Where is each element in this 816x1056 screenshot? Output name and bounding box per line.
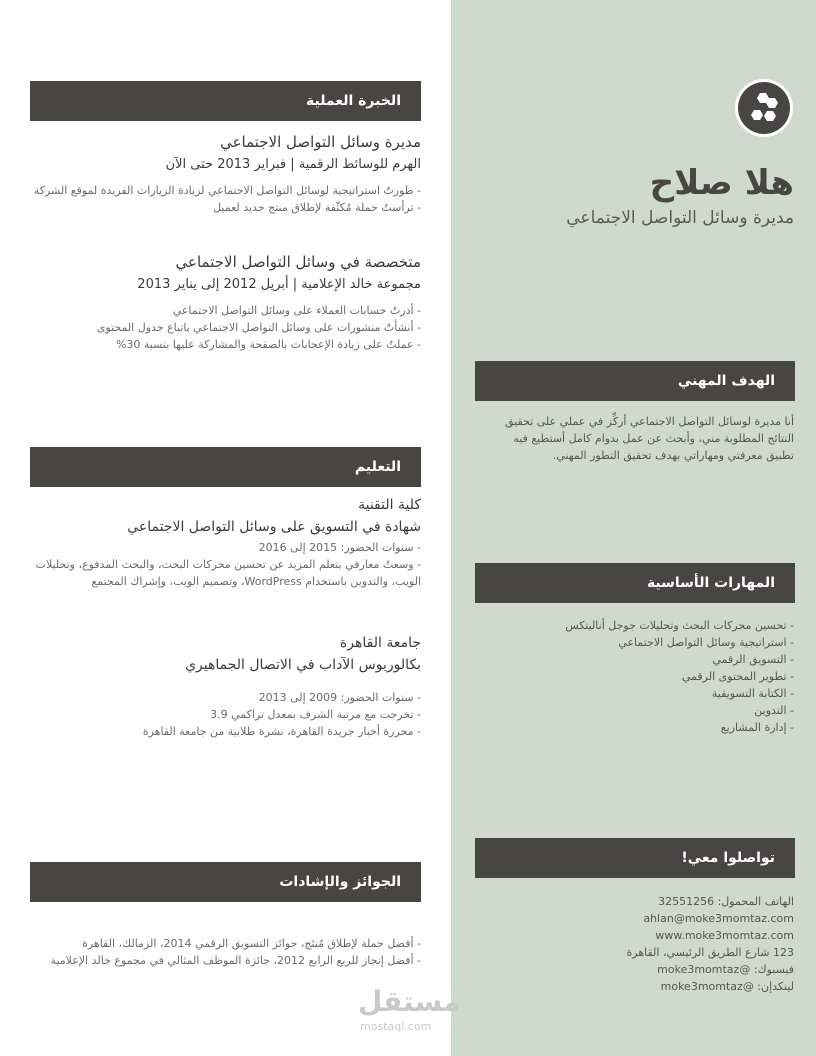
- school-name: جامعة القاهرة: [339, 635, 421, 651]
- skill-item: - تطوير المحتوى الرقمي: [681, 670, 794, 683]
- contact-linkedin[interactable]: لينكدإن: @moke3momtaz: [660, 980, 794, 993]
- job-title: مديرة وسائل التواصل الاجتماعي: [220, 133, 421, 151]
- skill-item: - استراتيجية وسائل التواصل الاجتماعي: [618, 636, 794, 649]
- job-title: متخصصة في وسائل التواصل الاجتماعي: [175, 253, 421, 271]
- job-entry: [26, 133, 421, 216]
- job-entry: [26, 253, 421, 353]
- job-bullet: - أدرتُ حسابات العملاء على وسائل التواصل الاجتماعي: [172, 304, 421, 317]
- award-item: - أفضل حملة لإطلاق مُنتَج، جوائز التسويق الرقمي 2014، الزمالك، القاهرة: [82, 937, 421, 950]
- contact-phone: الهاتف المحمول: 32551256: [658, 895, 794, 908]
- skill-item: - التدوين: [754, 704, 794, 717]
- job-bullet: - عملتُ على زيادة الإعجابات بالصفحة والمشاركة عليها بنسبة 30%: [115, 338, 421, 351]
- candidate-title: مديرة وسائل التواصل الاجتماعي: [566, 208, 794, 228]
- job-bullet: - ترأستُ حملة مُكثّفة لإطلاق منتج جديد لعميل: [213, 201, 421, 214]
- contact-facebook[interactable]: فيسبوك: @moke3momtaz: [657, 963, 794, 976]
- degree-title: بكالوريوس الآداب في الاتصال الجماهيري: [185, 657, 421, 673]
- job-organization: مجموعة خالد الإعلامية | أبريل 2012 إلى يناير 2013: [137, 277, 421, 292]
- job-bullet: - طورتُ استراتيجية لوسائل التواصل الاجتماعي لزيادة الزيارات الفريدة لموقع الشركة: [33, 184, 421, 197]
- contact-list: [494, 893, 794, 995]
- education-bullet: - سنوات الحضور: 2015 إلى 2016: [258, 541, 421, 554]
- job-organization: الهرم للوسائط الرقمية | فبراير 2013 حتى الآن: [165, 157, 421, 172]
- awards-list: [26, 935, 421, 969]
- education-entry: [26, 635, 421, 740]
- skill-item: - الكتابة التسويقية: [711, 687, 794, 700]
- education-bullet: - محررة أخبار جريدة القاهرة، نشرة طلابية من جامعة القاهرة: [142, 725, 421, 738]
- contact-website[interactable]: www.moke3momtaz.com: [655, 929, 794, 942]
- contact-email[interactable]: ahlan@moke3momtaz.com: [643, 912, 794, 925]
- contact-heading: تواصلوا معي!: [475, 838, 795, 878]
- watermark-url: mostaql.com: [360, 1020, 432, 1033]
- skill-item: - التسويق الرقمي: [712, 653, 794, 666]
- watermark-logo: مستقل: [358, 985, 461, 1018]
- education-heading: التعليم: [30, 447, 421, 487]
- education-bullet: - تخرجت مع مرتبة الشرف بمعدل تراكمي 3.9: [210, 708, 421, 721]
- education-entry: [26, 497, 421, 590]
- awards-heading: الجوائز والإشادات: [30, 862, 421, 902]
- experience-heading: الخبرة العملية: [30, 81, 421, 121]
- objective-heading: الهدف المهني: [475, 361, 795, 401]
- contact-address: 123 شارع الطريق الرئيسي، القاهرة: [626, 946, 794, 959]
- objective-text: أنا مديرة لوسائل التواصل الاجتماعي أركِّز في عملي على تحقيق النتائج المطلوبة مني، وأبحث عن عمل بدوام كامل أستطيع فيه تطبيق معرفتي ومهاراتي بهدف تحقيق التطور المهني.: [505, 415, 794, 462]
- education-bullet: - وسعتُ معارفي بتعلم المزيد عن تحسين محركات البحث، والبحث المدفوع، وتحليلات الويب، والتدوين باستخدام WordPress، وتصميم الويب، وإشراك المجتمع: [35, 558, 421, 588]
- education-bullet: - سنوات الحضور: 2009 إلى 2013: [258, 691, 421, 704]
- skills-heading: المهارات الأساسية: [475, 563, 795, 603]
- degree-title: شهادة في التسويق على وسائل التواصل الاجتماعي: [127, 519, 421, 535]
- skill-item: - إدارة المشاريع: [720, 721, 794, 734]
- award-item: - أفضل إنجاز للربع الرابع 2012، جائزة الموظف المثالي في مجموع خالد الإعلامية: [50, 954, 421, 967]
- school-name: كلية التقنية: [358, 497, 421, 513]
- job-bullet: - أنشأتُ منشورات على وسائل التواصل الاجتماعي باتباع جدول المحتوى: [96, 321, 421, 334]
- skill-item: - تحسين محركات البحث وتحليلات جوجل أناليتكس: [565, 619, 794, 632]
- skills-list: [494, 617, 794, 736]
- candidate-name: هلا صلاح: [649, 163, 794, 203]
- logo-hexagons-icon: [735, 79, 793, 137]
